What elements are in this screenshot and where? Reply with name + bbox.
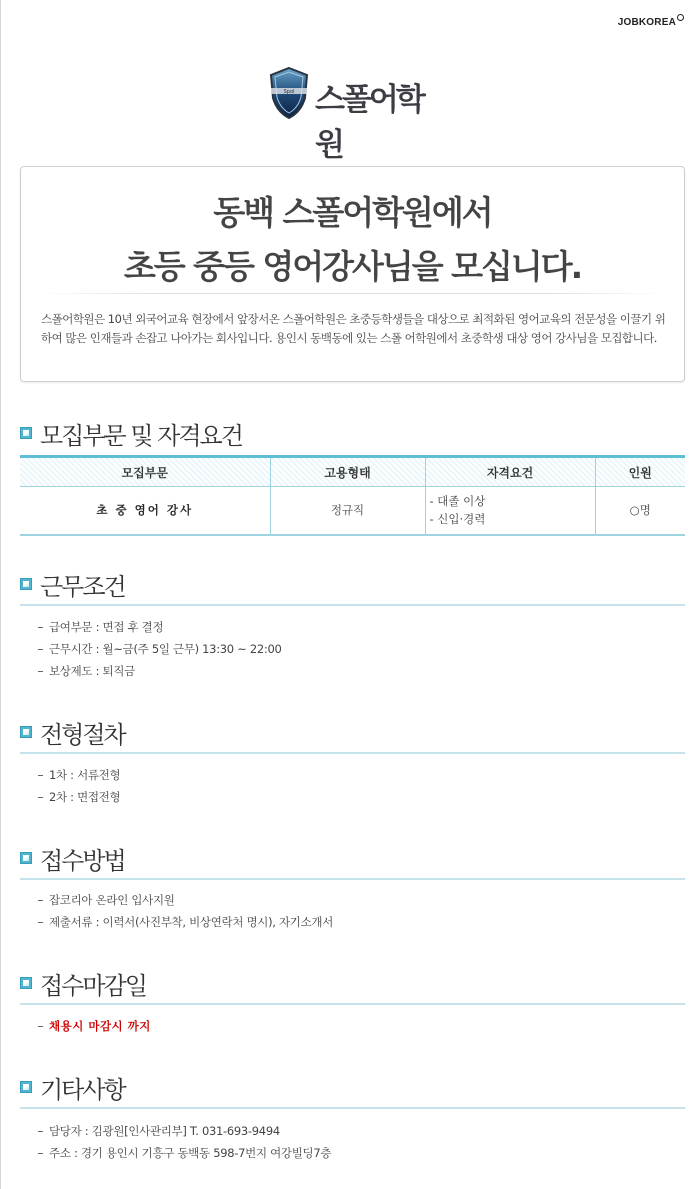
list-item: 1차 : 서류전형 [37,764,120,786]
registered-mark-icon [677,14,684,21]
section-divider [20,1003,685,1005]
section-bullet-icon [20,427,32,439]
th-count: 인원 [595,457,685,487]
apply-list [37,889,333,933]
intro-box [20,166,685,382]
table-row [20,487,685,535]
section-divider [20,604,685,606]
section-title-conditions: 근무조건 [20,569,125,599]
recruit-table [20,455,685,536]
section-title-recruit: 모집부문 및 자격요건 [20,418,242,448]
headline-line-1: 동백 스폴어학원에서 [213,193,492,232]
section-divider [20,1107,685,1109]
section-title-apply: 접수방법 [20,843,125,873]
list-item: 보상제도 : 퇴직금 [37,660,282,682]
section-title-process: 전형절차 [20,717,125,747]
section-divider [20,878,685,880]
section-divider [20,752,685,754]
company-logo [267,66,447,163]
list-item: 주소 : 경기 용인시 기흥구 동백동 598-7번지 여강빌딩7층 [37,1142,331,1164]
conditions-list [37,616,282,682]
intro-description: 스폴어학원은 10년 외국어교육 현장에서 앞장서온 스폴어학원은 초중등학생들을 대상으로 최적화된 영어교육의 전문성을 이끌기 위하여 많은 인재들과 손잡고 나아가는 회사입니다. 용인시 동백동에 있는 스폴 어학원에서 초중학생 대상 영어 강사님을 모집합니다. [41,312,666,345]
section-bullet-icon [20,852,32,864]
jobkorea-logo[interactable]: JOBKOREA [618,14,684,28]
shield-icon [267,66,311,120]
section-bullet-icon [20,726,32,738]
list-item: 급여부문 : 면접 후 결정 [37,616,282,638]
table-header-row [20,457,685,487]
th-requirements: 자격요건 [425,457,595,487]
process-list [37,764,120,808]
company-name: 스폴어학원 [315,82,423,163]
list-item: 담당자 : 김광원[인사관리부] T. 031-693-9494 [37,1120,331,1142]
requirement-item: - 대졸 이상 [429,494,486,509]
list-item: 제출서류 : 이력서(사진부착, 비상연락처 명시), 자기소개서 [37,911,333,933]
headline-line-2: 초등 중등 영어강사님을 모십니다. [123,247,582,286]
section-bullet-icon [20,977,32,989]
section-title-deadline: 접수마감일 [20,968,146,998]
list-item: 채용시 마감시 까지 [37,1015,151,1037]
deadline-list [37,1015,151,1037]
etc-list [37,1120,331,1164]
requirement-item: - 신입·경력 [429,512,486,527]
shield-text: Spol [283,89,295,95]
cell-position: 초 중 영어 강사 [20,487,270,535]
list-item: 2차 : 면접전형 [37,786,120,808]
intro-divider [39,293,666,294]
th-employment: 고용형태 [270,457,425,487]
th-position: 모집부문 [20,457,270,487]
cell-count: ○명 [595,487,685,535]
cell-employment: 정규직 [270,487,425,535]
list-item: 근무시간 : 월~금(주 5일 근무) 13:30 ~ 22:00 [37,638,282,660]
list-item: 잡코리아 온라인 입사지원 [37,889,333,911]
section-bullet-icon [20,1081,32,1093]
cell-requirements [425,487,595,535]
section-title-etc: 기타사항 [20,1072,125,1102]
section-bullet-icon [20,578,32,590]
